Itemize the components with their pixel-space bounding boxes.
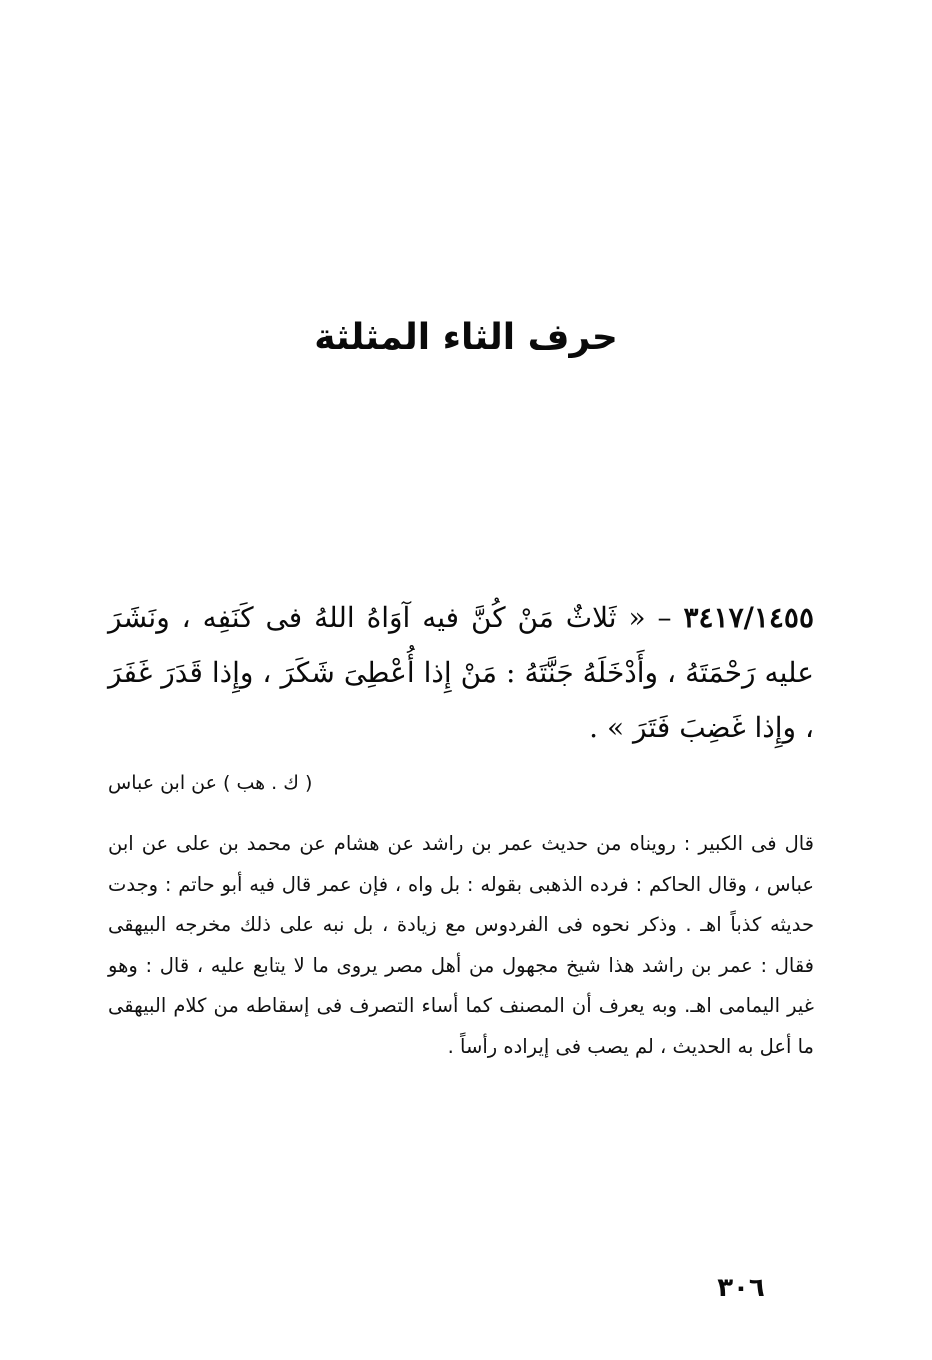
hadith-number: ٣٤١٧/١٤٥٥ (683, 601, 814, 634)
hadith-source: ( ك . هب ) عن ابن عباس (108, 772, 313, 794)
commentary-paragraph: قال فى الكبير : رويناه من حديث عمر بن راشد عن هشام عن محمد بن على عن ابن عباس ، وقال الحاكم : فرده الذهبى بقوله : بل واه ، فإن عمر قال فيه أبو حاتم : وجدت حديثه كذباً اهـ . وذكر نحوه فى الفردوس مع زيادة ، بل نبه على ذلك مخرجه البيهقى فقال : عمر بن راشد هذا شيخ مجهول من أهل مصر يروى ما لا يتابع عليه ، قال : وهو غير اليمامى اهـ. وبه يعرف أن المصنف كما أساء التصرف فى إسقاطه من كلام البيهقى ما أعل به الحديث ، لم يصب فى إيراده رأساً . (108, 832, 814, 1058)
chapter-title: حرف الثاء المثلثة (314, 317, 618, 359)
hadith-text (108, 590, 814, 755)
hadith-body: – « ثَلاثٌ مَنْ كُنَّ فيه آوَاهُ اللهُ فى كَنَفِه ، ونَشَرَ عليه رَحْمَتَهُ ، وأَدْخَلَهُ جَنَّتَهُ : مَنْ إِذا أُعْطِىَ شَكَرَ ، وإِذا قَدَرَ غَفَرَ ، وإِذا غَضِبَ فَتَرَ » . (108, 601, 814, 744)
page-number: ٣٠٦ (717, 1273, 765, 1303)
